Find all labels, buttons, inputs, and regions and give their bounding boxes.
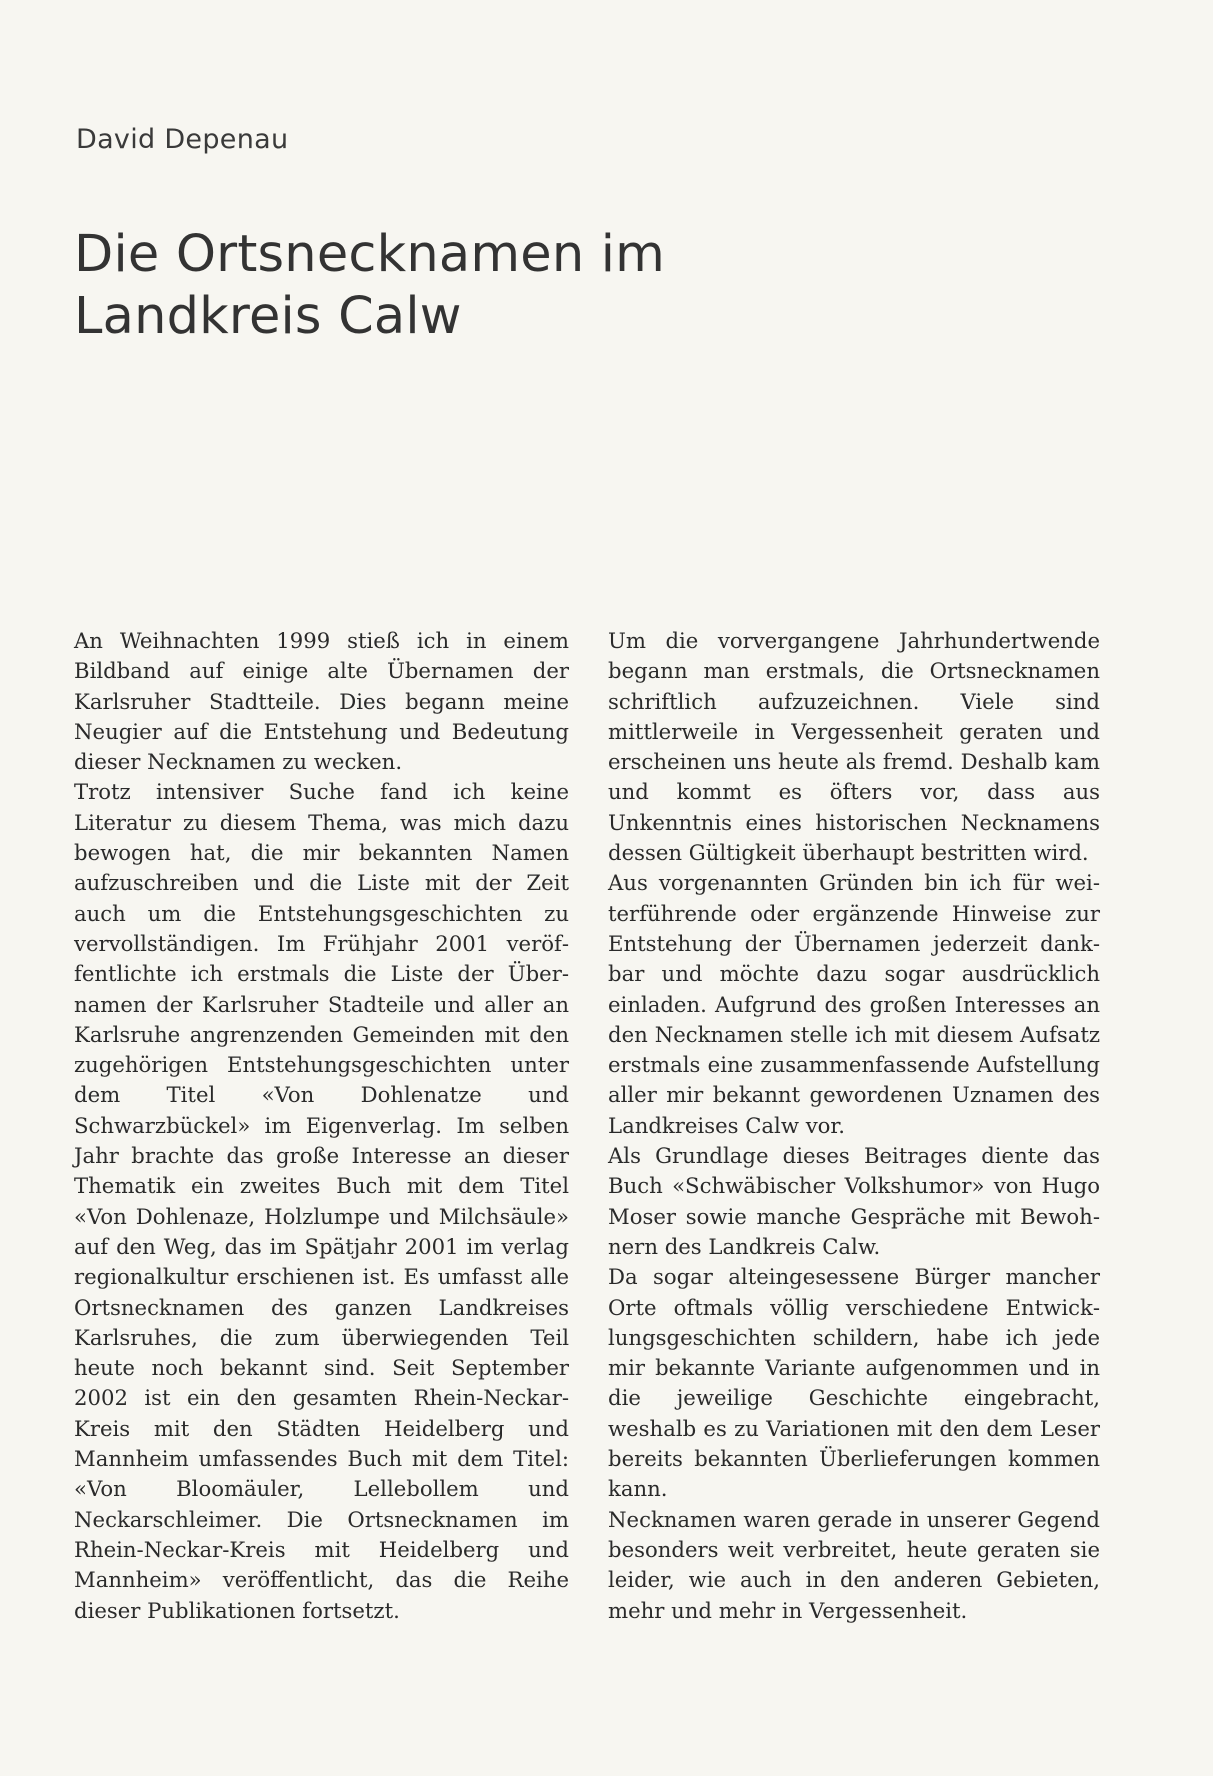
- paragraph: Trotz intensiver Suche fand ich keine Literatur zu diesem Thema, was mich dazu bewogen hat, die mir bekannten Namen aufzuschreiben und die Liste mit der Zeit auch um die Entstehungsgeschichten zu vervollständigen. Im Frühjahr 2001 veröffentlichte ich erstmals die Liste der Übernamen der Karlsruher Stadteile und aller an Karlsruhe angrenzenden Gemeinden mit den zugehörigen Entstehungsgeschichten unter dem Titel «Von Dohlenatze und Schwarzbückel» im Eigenverlag. Im selben Jahr brachte das große Interesse an dieser Thematik ein zweites Buch mit dem Titel «Von Dohlenaze, Holzlumpe und Milchsäule» auf den Weg, das im Spätjahr 2001 im verlag regionalkultur erschienen ist. Es umfasst alle Ortsnecknamen des ganzen Landkreises Karlsruhes, die zum überwiegenden Teil heute noch bekannt sind. Seit September 2002 ist ein den gesamten Rhein-Neckar-Kreis mit den Städten Heidelberg und Mannheim umfassendes Buch mit dem Titel: «Von Bloomäuler, Lellebollem und Neckarschleimer. Die Ortsnecknamen im Rhein-Neckar-Kreis mit Heidelberg und Mannheim» veröffentlicht, das die Reihe dieser Publikationen fortsetzt.: [74, 779, 569, 1623]
- paragraph: Da sogar alteingesessene Bürger mancher Orte oftmals völlig verschiedene Entwicklungsgeschichten schildern, habe ich jede mir bekannte Variante aufgenommen und in die jeweilige Geschichte eingebracht, weshalb es zu Variationen mit den dem Leser bereits bekannten Überlieferungen kommen kann.: [608, 1264, 1100, 1502]
- paragraph: An Weihnachten 1999 stieß ich in einem Bildband auf einige alte Übernamen der Karlsruher Stadtteile. Dies begann meine Neugier auf die Entstehung und Bedeutung dieser Necknamen zu wecken.: [74, 628, 569, 775]
- paragraph: Als Grundlage dieses Beitrages diente das Buch «Schwäbischer Volkshumor» von Hugo Moser sowie manche Gespräche mit Bewohnern des Landkreis Calw.: [608, 1143, 1100, 1259]
- article-title: [74, 224, 794, 348]
- author-name: David Depenau: [76, 124, 289, 155]
- paragraph: Necknamen waren gerade in unserer Gegend besonders weit verbreitet, heute geraten sie leider, wie auch in den anderen Gebieten, mehr und mehr in Vergessenheit.: [608, 1506, 1100, 1623]
- paragraph: Um die vorvergangene Jahrhundertwende begann man erstmals, die Ortsnecknamen schriftlich aufzuzeichnen. Viele sind mittlerweile in Vergessenheit geraten und erscheinen uns heute als fremd. Deshalb kam und kommt es öfters vor, dass aus Unkenntnis eines historischen Necknamens dessen Gültigkeit überhaupt bestritten wird.: [608, 628, 1100, 866]
- title-line-2: Landkreis Calw: [74, 287, 462, 346]
- paragraph: Aus vorgenannten Gründen bin ich für weiterführende oder ergänzende Hinweise zur Entstehung der Übernamen jederzeit dankbar und möchte dazu sogar ausdrücklich einladen. Aufgrund des großen Interesses an den Necknamen stelle ich mit diesem Aufsatz erstmals eine zusammenfassende Aufstellung aller mir bekannt gewordenen Uznamen des Landkreises Calw vor.: [608, 870, 1100, 1138]
- right-text-column: [608, 626, 1100, 1626]
- left-text-column: [74, 626, 569, 1626]
- title-line-1: Die Ortsnecknamen im: [74, 225, 665, 284]
